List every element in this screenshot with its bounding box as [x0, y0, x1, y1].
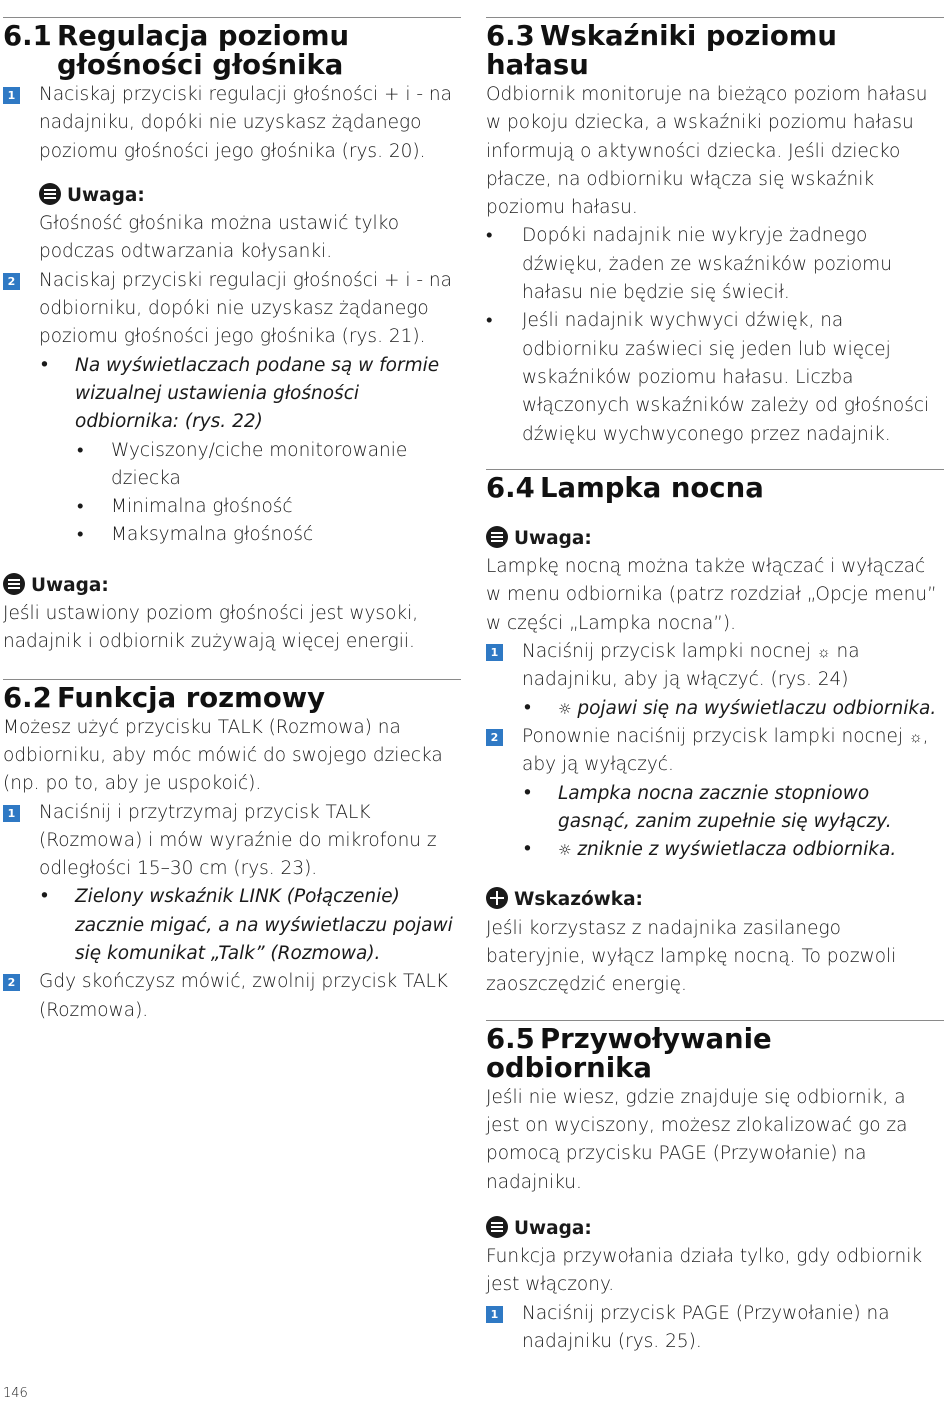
- note-label: Uwaga:: [514, 527, 592, 549]
- right-column: [486, 17, 944, 1356]
- section-intro: Odbiornik monitoruje na bieżąco poziom hałasu w pokoju dziecka, a wskaźniki poziomu hałasu informują o aktywności dziecka. Jeśli dziecko płacze, na odbiorniku włącza się wskaźnik poziomu hałasu.: [486, 84, 928, 219]
- section-heading-6-4: [486, 471, 944, 504]
- note-label: Uwaga:: [31, 574, 109, 596]
- note-heading: [486, 525, 944, 553]
- step-item: [3, 968, 461, 1025]
- section-heading-6-3: [486, 22, 944, 80]
- note-heading: [486, 1215, 944, 1243]
- bullet-text: Minimalna głośność: [111, 496, 293, 518]
- bullet-dot: •: [486, 310, 493, 332]
- step-text-a: Ponownie naciśnij przycisk lampki nocnej: [522, 725, 904, 747]
- step-item: [486, 1300, 944, 1357]
- note-label: Uwaga:: [67, 184, 145, 206]
- night-light-icon: ☼: [816, 643, 831, 662]
- note-label: Uwaga:: [514, 1217, 592, 1239]
- note-text: Głośność głośnika można ustawić tylko podczas odtwarzania kołysanki.: [39, 213, 400, 263]
- bullet-text: Maksymalna głośność: [111, 524, 314, 546]
- section-intro: Możesz użyć przycisku TALK (Rozmowa) na odbiorniku, aby móc mówić do swojego dziecka (np. po to, aby je uspokoić).: [3, 716, 443, 795]
- section-divider: [486, 469, 944, 470]
- bullet-item: [3, 883, 461, 968]
- sub-bullet-item: [3, 521, 461, 549]
- step-text: Naciśnij i przytrzymaj przycisk TALK (Rozmowa) i mów wyraźnie do mikrofonu z odległości 15–30 cm (rys. 23).: [39, 801, 437, 880]
- step-text: Naciskaj przyciski regulacji głośności + i - na odbiorniku, dopóki nie uzyskasz żądanego poziomu głośności jego głośnika (rys. 21).: [39, 269, 452, 348]
- page-number: 146: [3, 1386, 28, 1401]
- step-item: [3, 267, 461, 352]
- step-number-badge: 1: [486, 644, 503, 661]
- bullet-dot: •: [39, 354, 50, 376]
- step-text-a: Naciśnij przycisk lampki nocnej: [522, 641, 811, 663]
- bullet-text: Jeśli nadajnik wychwyci dźwięk, na odbiorniku zaświeci się jeden lub więcej wskaźników poziomu hałasu. Liczba włączonych wskaźników zależy od głośności dźwięku wychwyconego przez nadajnik.: [522, 310, 930, 445]
- bullet-dot: •: [522, 839, 533, 861]
- bullet-item: [486, 695, 944, 723]
- section-title: Wskaźniki poziomu hałasu: [486, 20, 837, 81]
- bullet-dot: •: [77, 439, 84, 461]
- step-number-badge: 2: [3, 974, 20, 991]
- bullet-item: [486, 780, 944, 837]
- section-title: Przywoływanie odbiornika: [486, 1022, 772, 1084]
- section-number: 6.4: [486, 471, 535, 504]
- note-icon: [486, 526, 508, 548]
- bullet-text: Na wyświetlaczach podane są w formie wizualnej ustawienia głośności odbiornika: (rys. 22): [75, 354, 440, 433]
- step-number-badge: 2: [486, 729, 503, 746]
- note-text: Jeśli ustawiony poziom głośności jest wysoki, nadajnik i odbiornik zużywają więcej energii.: [3, 603, 419, 653]
- tip-heading: [486, 886, 944, 914]
- section-heading-6-5: [486, 1022, 944, 1084]
- bullet-text: Zielony wskaźnik LINK (Połączenie) zacznie migać, a na wyświetlaczu pojawi się komunikat „Talk” (Rozmowa).: [75, 886, 453, 965]
- section-title-line1: Regulacja poziomu: [57, 20, 350, 52]
- bullet-item: [486, 307, 944, 448]
- bullet-text: Dopóki nadajnik nie wykryje żadnego dźwięku, żaden ze wskaźników poziomu hałasu nie będzie się świecił.: [522, 225, 892, 304]
- section-heading-6-1: [3, 22, 461, 80]
- bullet-dot: •: [77, 524, 84, 546]
- section-number: 6.3: [486, 20, 535, 52]
- sub-bullet-item: [3, 437, 461, 494]
- left-column: [3, 17, 461, 1025]
- note-heading: [3, 572, 461, 600]
- step-number-badge: 1: [486, 1306, 503, 1323]
- night-light-icon: ☼: [908, 727, 923, 746]
- step-text: Naciśnij przycisk PAGE (Przywołanie) na nadajniku (rys. 25).: [522, 1302, 890, 1352]
- step-number-badge: 2: [3, 273, 20, 290]
- step-text: Gdy skończysz mówić, zwolnij przycisk TALK (Rozmowa).: [39, 971, 448, 1021]
- section-number: 6.5: [486, 1022, 535, 1055]
- bullet-dot: •: [522, 782, 533, 804]
- note-icon: [39, 183, 61, 205]
- section-number: 6.1: [3, 20, 52, 52]
- step-item: [3, 799, 461, 884]
- note-icon: [486, 1216, 508, 1238]
- step-number-badge: 1: [3, 805, 20, 822]
- bullet-item: [486, 836, 944, 864]
- section-title: Lampka nocna: [540, 471, 764, 504]
- note-icon: [3, 573, 25, 595]
- section-title: Funkcja rozmowy: [57, 681, 326, 714]
- bullet-dot: •: [77, 496, 84, 518]
- note-text: Funkcja przywołania działa tylko, gdy odbiornik jest włączony.: [486, 1246, 923, 1296]
- step-text: Naciskaj przyciski regulacji głośności + i - na nadajniku, dopóki nie uzyskasz żądanego poziomu głośności jego głośnika (rys. 20).: [39, 84, 452, 162]
- step-item: [486, 638, 944, 695]
- bullet-text: pojawi się na wyświetlaczu odbiornika.: [577, 697, 937, 719]
- bullet-item: [3, 352, 461, 437]
- section-heading-6-2: [3, 681, 461, 714]
- section-divider: [3, 679, 461, 680]
- bullet-dot: •: [522, 697, 533, 719]
- sub-bullet-item: [3, 493, 461, 521]
- step-number-badge: 1: [3, 87, 20, 104]
- night-light-icon: ☼: [558, 841, 572, 860]
- step-item: [3, 81, 461, 166]
- section-number: 6.2: [3, 681, 52, 714]
- bullet-text: Wyciszony/ciche monitorowanie dziecka: [111, 439, 408, 489]
- section-divider: [486, 1020, 944, 1021]
- bullet-text: zniknie z wyświetlacza odbiornika.: [577, 839, 897, 861]
- step-item: [486, 723, 944, 780]
- step-text-b: , aby ją wyłączyć.: [522, 725, 929, 776]
- note-block: [3, 182, 461, 267]
- note-heading: [39, 182, 461, 210]
- section-title-line2: głośności głośnika: [57, 49, 344, 81]
- tip-text: Jeśli korzystasz z nadajnika zasilanego bateryjnie, wyłącz lampkę nocną. To pozwoli zaoszczędzić energię.: [486, 917, 897, 996]
- tip-label: Wskazówka:: [514, 889, 643, 911]
- section-intro: Jeśli nie wiesz, gdzie znajduje się odbiornik, a jest on wyciszony, możesz zlokalizować go za pomocą przycisku PAGE (Przywołanie) na nadajniku.: [486, 1086, 908, 1193]
- section-divider: [3, 17, 461, 18]
- bullet-item: [486, 222, 944, 307]
- section-divider: [486, 17, 944, 18]
- night-light-icon: ☼: [558, 699, 572, 718]
- bullet-dot: •: [486, 225, 493, 247]
- step-text-b: na nadajniku, aby ją włączyć. (rys. 24): [522, 641, 860, 691]
- tip-icon: [486, 887, 508, 909]
- note-text: Lampkę nocną można także włączać i wyłączać w menu odbiornika (patrz rozdział „Opcje menu” w części „Lampka nocna”).: [486, 556, 937, 634]
- bullet-text: Lampka nocna zacznie stopniowo gasnąć, zanim zupełnie się wyłączy.: [558, 782, 892, 832]
- bullet-dot: •: [39, 886, 50, 908]
